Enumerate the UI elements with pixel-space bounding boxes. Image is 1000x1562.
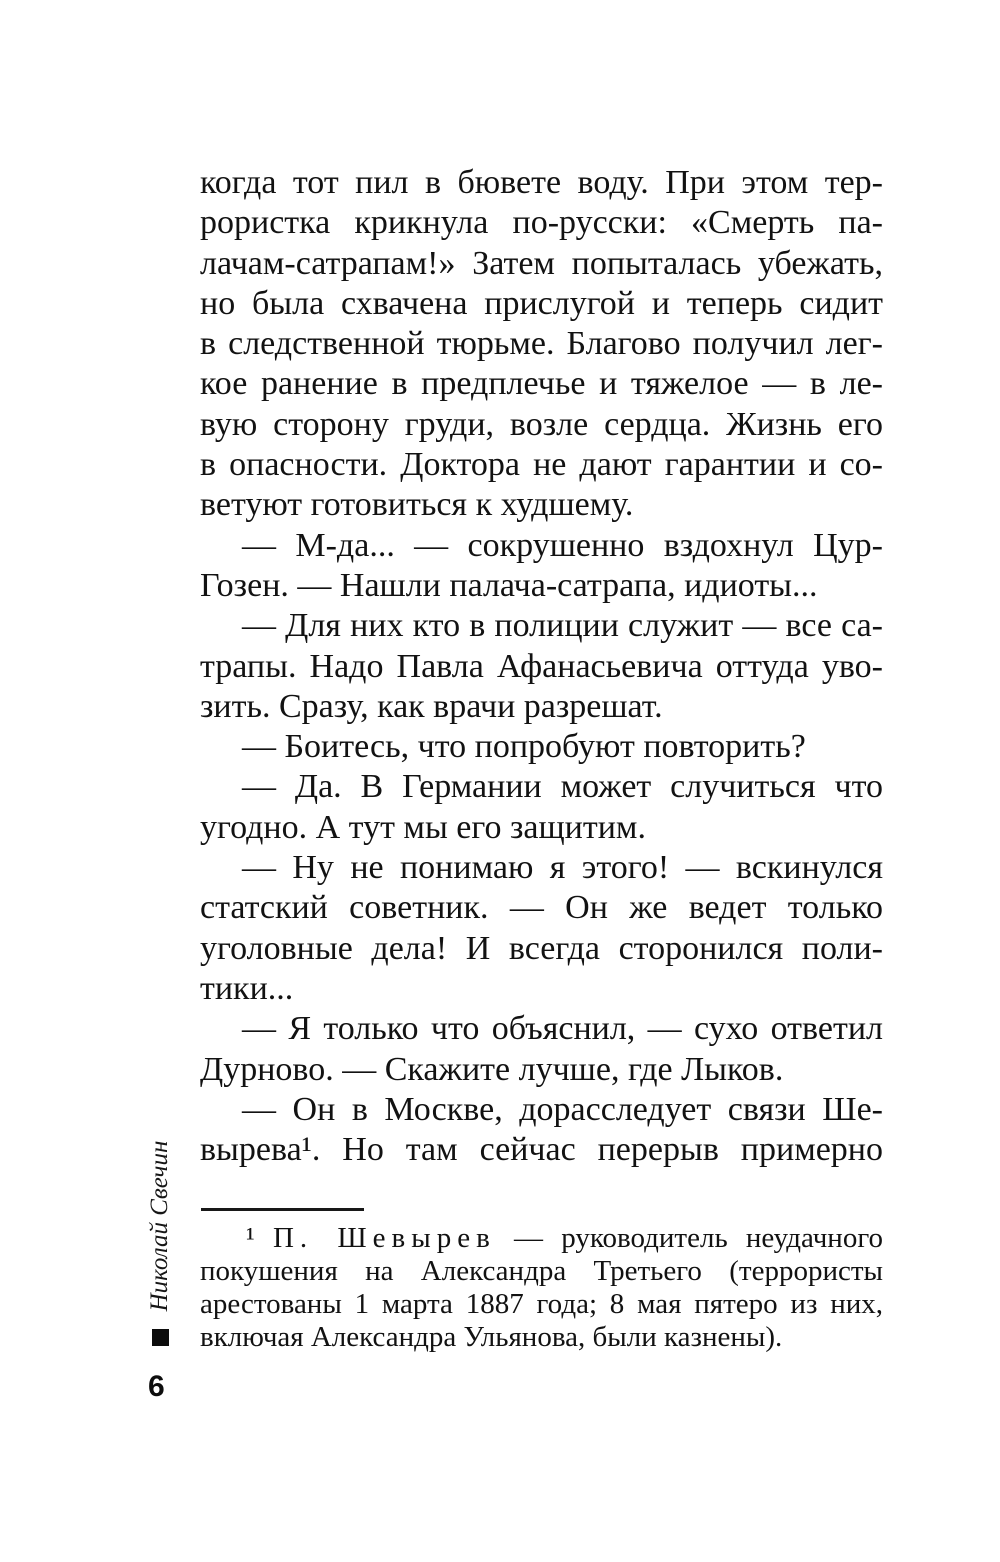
text-line: — Я только что объяснил, — сухо ответил xyxy=(242,1010,883,1048)
text-line: — Он в Москве, дорасследует связи Ше- xyxy=(242,1090,883,1128)
text-line: покушения на Александра Третьего (террористы xyxy=(200,1255,883,1287)
text-line: — М-да... — сокрушенно вздохнул Цур- xyxy=(242,526,883,564)
text-line: лачам-сатрапам!» Затем попыталась убежать, xyxy=(200,244,883,282)
text-line: угодно. А тут мы его защитим. xyxy=(200,808,646,846)
text-line: рористка крикнула по-русски: «Смерть па- xyxy=(200,204,883,242)
author-margin-text: Николай Свечин xyxy=(146,1140,173,1312)
section-marker-square xyxy=(152,1329,169,1346)
text-line: в следственной тюрьме. Благово получил лег- xyxy=(200,325,883,363)
text-line: уголовные дела! И всегда сторонился поли- xyxy=(200,929,883,967)
text-line: трапы. Надо Павла Афанасьевича оттуда уво- xyxy=(200,647,883,685)
footnote-separator-rule xyxy=(201,1208,364,1211)
text-line: — Боитесь, что попробуют повторить? xyxy=(242,728,806,766)
text-line: зить. Сразу, как врачи разрешат. xyxy=(200,687,663,725)
text-line: вую сторону груди, возле сердца. Жизнь его xyxy=(200,405,883,443)
text-line: — Да. В Германии может случиться что xyxy=(242,768,883,806)
text-line: — Ну не понимаю я этого! — вскинулся xyxy=(242,849,883,887)
text-line xyxy=(200,1222,883,1255)
text-line: — Для них кто в полиции служит — все са- xyxy=(242,607,883,645)
footnote-block xyxy=(200,1222,883,1354)
text-line: арестованы 1 марта 1887 года; 8 мая пятеро из них, xyxy=(200,1288,883,1320)
text-line: тики... xyxy=(200,969,294,1007)
text-line: Гозен. — Нашли палача-сатрапа, идиоты... xyxy=(200,566,818,604)
text-line: вырева¹. Но там сейчас перерыв примерно xyxy=(200,1131,883,1169)
text-line: кое ранение в предплечье и тяжелое — в ле- xyxy=(200,365,883,403)
page-number: 6 xyxy=(148,1370,165,1403)
text-line: ветуют готовиться к худшему. xyxy=(200,486,634,524)
text-line: но была схвачена прислугой и теперь сидит xyxy=(200,284,883,322)
text-segment: — руководитель неудачного xyxy=(495,1222,883,1254)
text-line: включая Александра Ульянова, были казнены). xyxy=(200,1321,783,1353)
text-line: статский советник. — Он же ведет только xyxy=(200,889,883,927)
text-line: в опасности. Доктора не дают гарантии и со- xyxy=(200,446,883,484)
text-segment: ¹ xyxy=(246,1222,273,1254)
text-line: когда тот пил в бювете воду. При этом тер- xyxy=(200,164,883,201)
text-line: Дурново. — Скажите лучше, где Лыков. xyxy=(200,1050,784,1088)
main-text-block xyxy=(200,163,883,1170)
letterspaced-text: П. Шевырев xyxy=(272,1222,496,1254)
